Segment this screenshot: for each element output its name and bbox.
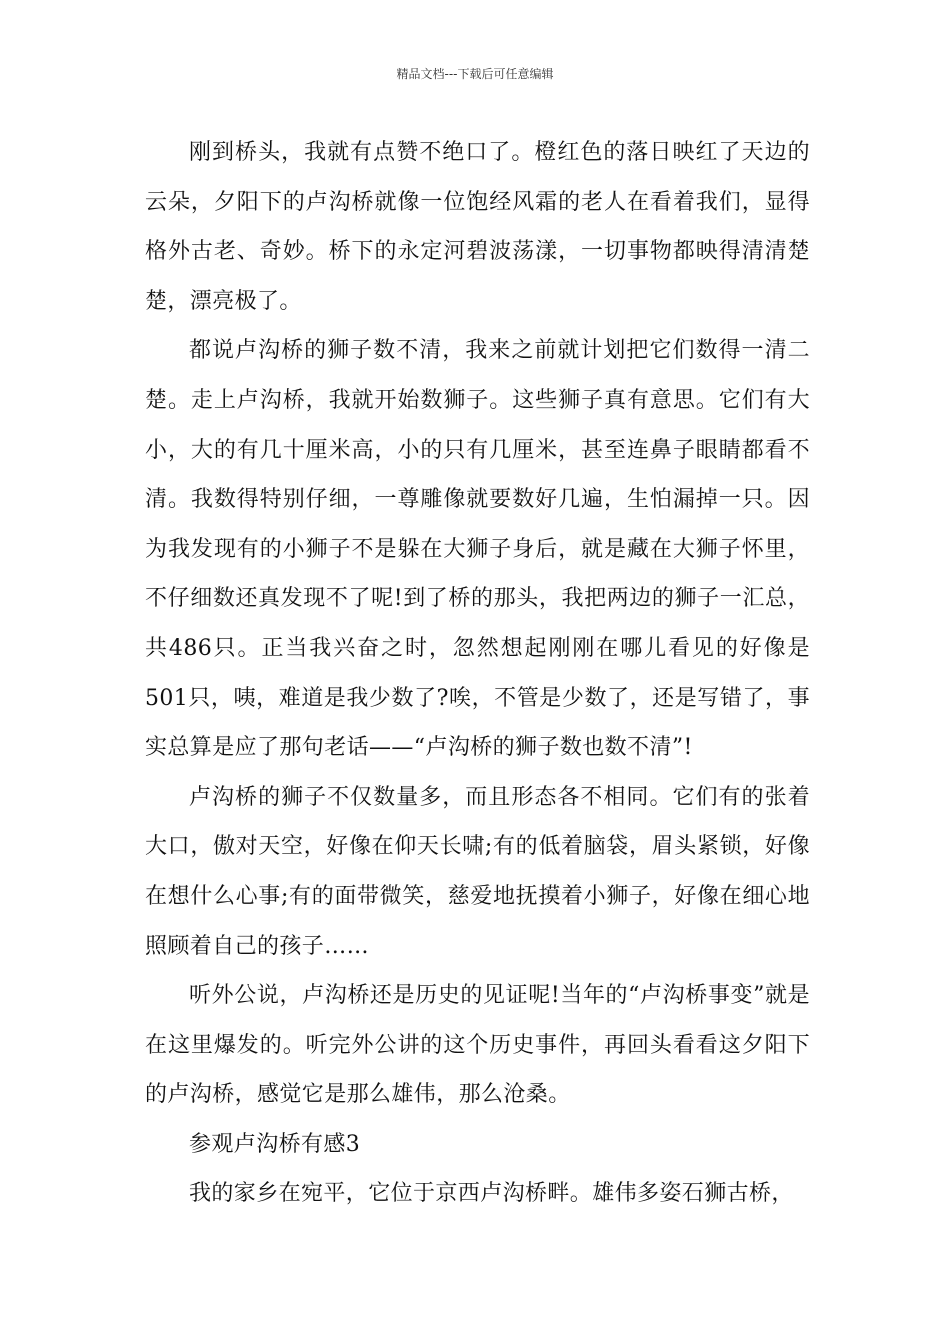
article-body	[145, 128, 810, 1219]
section-title: 参观卢沟桥有感3	[189, 1131, 361, 1157]
paragraph: 都说卢沟桥的狮子数不清，我来之前就计划把它们数得一清二楚。走上卢沟桥，我就开始数狮子。这些狮子真有意思。它们有大小，大的有几十厘米高，小的只有几厘米，甚至连鼻子眼睛都看不清。我数得特别仔细，一尊雕像就要数好几遍，生怕漏掉一只。因为我发现有的小狮子不是躲在大狮子身后，就是藏在大狮子怀里，不仔细数还真发现不了呢!到了桥的那头，我把两边的狮子一汇总，共486只。正当我兴奋之时，忽然想起刚刚在哪儿看见的好像是501只，咦，难道是我少数了?唉，不管是少数了，还是写错了，事实总算是应了那句老话——“卢沟桥的狮子数也数不清”!	[145, 338, 810, 761]
paragraph: 听外公说，卢沟桥还是历史的见证呢!当年的“卢沟桥事变”就是在这里爆发的。听完外公讲的这个历史事件，再回头看看这夕阳下的卢沟桥，感觉它是那么雄伟，那么沧桑。	[145, 983, 810, 1108]
page-header: 精品文档---下载后可任意编辑	[396, 67, 554, 81]
paragraph: 我的家乡在宛平，它位于京西卢沟桥畔。雄伟多姿石狮古桥，	[189, 1181, 794, 1207]
paragraph: 刚到桥头，我就有点赞不绝口了。橙红色的落日映红了天边的云朵，夕阳下的卢沟桥就像一位饱经风霜的老人在看着我们，显得格外古老、奇妙。桥下的永定河碧波荡漾，一切事物都映得清清楚楚，漂亮极了。	[145, 140, 810, 314]
paragraph: 卢沟桥的狮子不仅数量多，而且形态各不相同。它们有的张着大口，傲对天空，好像在仰天长啸;有的低着脑袋，眉头紧锁，好像在想什么心事;有的面带微笑，慈爱地抚摸着小狮子，好像在细心地照顾着自己的孩子……	[145, 784, 810, 959]
